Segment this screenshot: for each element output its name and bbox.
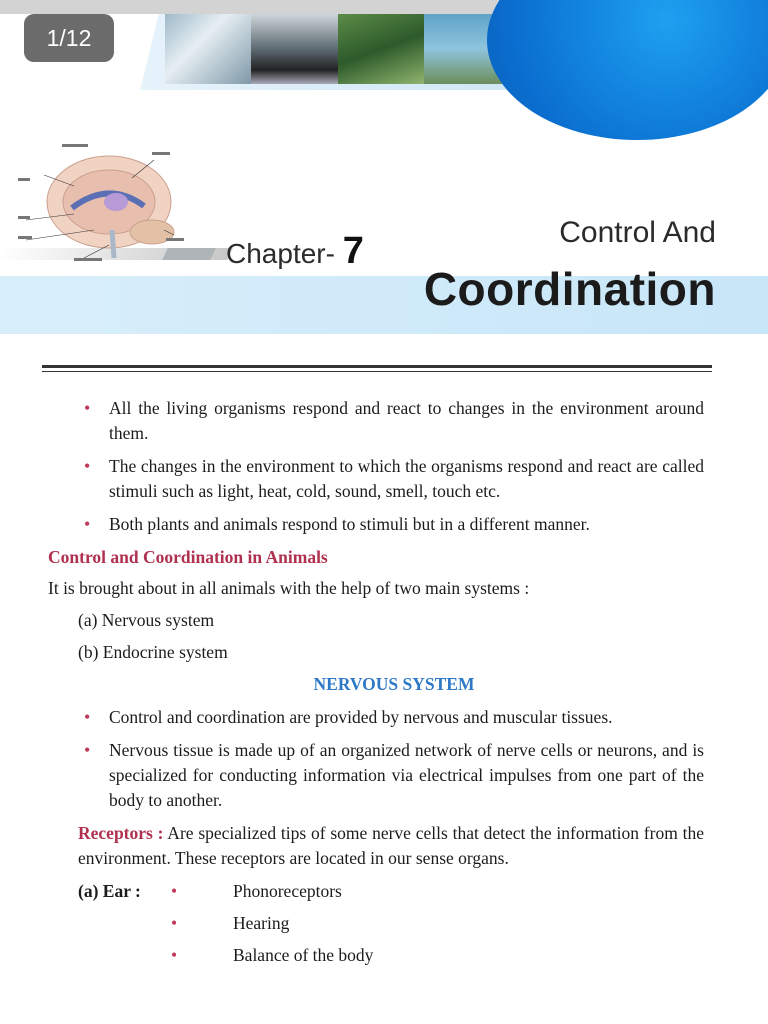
receptors-term: Receptors :	[78, 823, 164, 843]
intro-bullet: • All the living organisms respond and react to changes in the environment around them.	[84, 398, 704, 443]
chapter-word: Chapter-	[226, 238, 335, 269]
bullet-icon: •	[84, 707, 91, 727]
bullet-icon: •	[171, 881, 178, 901]
bullet-icon: •	[84, 514, 91, 534]
intro-bullet: • Both plants and animals respond to stimuli but in a different manner.	[0, 512, 768, 537]
page-content	[0, 396, 768, 975]
ear-item: Balance of the body	[233, 945, 374, 965]
page-counter-badge: 1/12	[24, 14, 114, 62]
ear-row	[0, 943, 768, 975]
decorative-blue-circle	[487, 0, 768, 140]
header-photo-strip	[165, 14, 510, 84]
ear-row	[0, 911, 768, 943]
bullet-icon: •	[84, 456, 91, 476]
chapter-number: 7	[342, 230, 364, 272]
bullet-icon: •	[84, 740, 91, 760]
photo-microscope	[251, 14, 337, 84]
section-heading-animals: Control and Coordination in Animals	[48, 547, 328, 567]
brain-diagram-image	[14, 130, 189, 265]
bullet-icon: •	[171, 913, 178, 933]
system-item: (b) Endocrine system	[78, 642, 228, 662]
photo-plants	[338, 14, 424, 84]
chapter-title-line1: Control And	[559, 216, 716, 249]
receptors-definition: Receptors : Are specialized tips of some nerve cells that detect the information from the environment. These receptors are located in our sense organs.	[78, 823, 705, 868]
bullet-icon: •	[171, 945, 178, 965]
ear-label: (a) Ear :	[78, 881, 141, 901]
animals-intro: It is brought about in all animals with the help of two main systems :	[48, 578, 530, 598]
ear-row	[0, 879, 768, 911]
chapter-title-line2: Coordination	[423, 263, 716, 315]
system-item: (a) Nervous system	[78, 610, 215, 630]
ear-item: Phonoreceptors	[233, 881, 342, 901]
ear-item: Hearing	[233, 913, 290, 933]
chapter-label	[226, 230, 364, 273]
photo-dna	[165, 14, 251, 84]
section-heading-nervous: NERVOUS SYSTEM	[313, 674, 475, 694]
divider-thin	[42, 371, 712, 372]
nervous-bullet: • Control and coordination are provided by nervous and muscular tissues.	[0, 705, 768, 730]
bullet-icon: •	[84, 398, 91, 418]
intro-bullet: • The changes in the environment to which the organisms respond and react are called stimuli such as light, heat, cold, sound, smell, touch etc.	[84, 456, 704, 501]
divider-thick	[42, 365, 712, 368]
nervous-bullet: • Nervous tissue is made up of an organized network of nerve cells or neurons, and is specialized for conducting information via electrical impulses from one part of the body to another.	[84, 740, 704, 810]
